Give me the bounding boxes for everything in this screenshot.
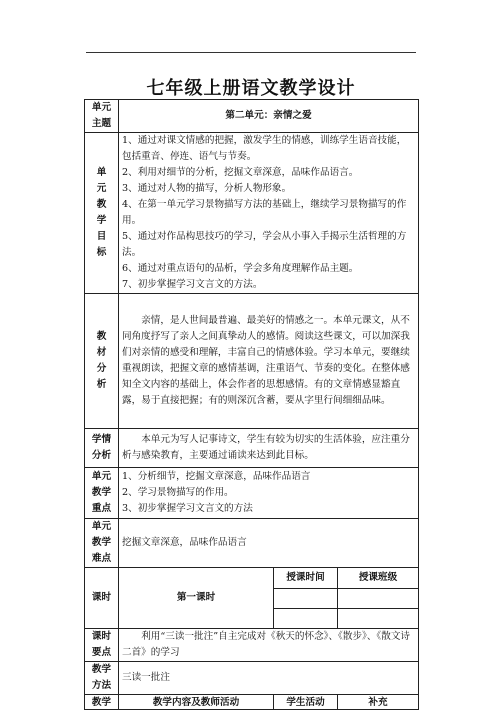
process-col-label: 教学	[85, 695, 119, 710]
unit-difficulties-row	[85, 519, 419, 568]
teaching-process-header-row	[85, 695, 419, 710]
process-col-student: 学生活动	[274, 695, 338, 710]
top-rule	[86, 52, 416, 53]
goal-item: 2、利用对细节的分析，挖掘文章深意，品味作品语言。	[122, 167, 359, 178]
lesson-plan-table	[84, 99, 419, 710]
lesson-class-cell	[338, 589, 419, 609]
unit-goals-content	[119, 133, 419, 294]
label-char: 教	[96, 199, 107, 210]
teaching-method-value: 三读一批注	[119, 662, 419, 695]
lesson-key-points-text: 利用“三读一批注”自主完成对《秋天的怀念》、《散步》、《散文诗二首》的学习	[119, 629, 419, 662]
lesson-time-cell	[274, 609, 338, 629]
label-char: 材	[96, 347, 107, 358]
goal-item: 7、初步掌握学习文言文的方法。	[122, 279, 263, 290]
label-char: 教	[96, 331, 107, 342]
learner-analysis-row	[85, 429, 419, 468]
lesson-class-cell	[338, 609, 419, 629]
teaching-method-label: 教学 方法	[85, 662, 119, 695]
material-analysis-row	[85, 294, 419, 429]
label-char: 标	[96, 247, 107, 258]
lesson-key-points-label: 课时 要点	[85, 629, 119, 662]
unit-difficulties-value: 挖掘文章深意，品味作品语言	[119, 519, 419, 568]
unit-topic-row	[85, 100, 419, 133]
lesson-key-points-row	[85, 629, 419, 662]
learner-analysis-label: 学情 分析	[85, 429, 119, 468]
unit-key-points-label: 单元 教学 重点	[85, 468, 119, 519]
document-title: 七年级上册语文教学设计	[146, 78, 356, 99]
unit-topic-label: 单元 主题	[85, 100, 119, 133]
lesson-value: 第一课时	[119, 568, 274, 629]
label-char: 目	[96, 231, 107, 242]
learner-analysis-text: 本单元为写人记事诗文，学生有较为切实的生活体验，应注重分析与感染教育，主要通过诵读来达到此目标。	[119, 429, 419, 468]
unit-goals-row	[85, 133, 419, 294]
lesson-time-header: 授课时间	[274, 568, 338, 589]
process-col-content: 教学内容及教师活动	[119, 695, 274, 710]
goal-item: 1、通过对课文情感的把握，激发学生的情感，训练学生语音技能，包括重音、停连、语气与节奏。	[122, 135, 407, 162]
unit-difficulties-label: 单元 教学 难点	[85, 519, 119, 568]
unit-goals-label	[85, 133, 119, 294]
label-char: 分	[96, 363, 107, 374]
lesson-time-cell	[274, 589, 338, 609]
label-char: 元	[96, 183, 107, 194]
lesson-label: 课时	[85, 568, 119, 629]
material-analysis-label	[85, 294, 119, 429]
unit-topic-value: 第二单元：亲情之爱	[119, 100, 419, 133]
label-char: 学	[96, 215, 107, 226]
goal-item: 5、通过对作品构思技巧的学习，学会从小事入手揭示生活哲理的方法。	[122, 231, 407, 258]
key-point-item: 2、学习景物描写的作用。	[122, 487, 234, 498]
unit-key-points-content	[119, 468, 419, 519]
material-analysis-text: 亲情，是人世间最普遍、最美好的情感之一。本单元课文，从不同角度抒写了亲人之间真挚动人的感情。阅读这些课文，可以加深我们对亲情的感受和理解，丰富自己的情感体验。学习本单元，要继续重视朗读，把握文章的感情基调，注重语气、节奏的变化。在整体感知全文内容的基础上，体会作者的思想感情。有的文章情感显豁直露，易于直接把握；有的则深沉含蓄，要从字里行间细细品味。	[119, 294, 419, 429]
process-col-supplement: 补充	[338, 695, 419, 710]
label-char: 析	[96, 379, 107, 390]
goal-item: 4、在第一单元学习景物描写方法的基础上，继续学习景物描写的作用。	[122, 199, 407, 226]
teaching-method-row	[85, 662, 419, 695]
key-point-item: 1、分析细节，挖掘文章深意，品味作品语言	[122, 471, 311, 482]
goal-item: 3、通过对人物的描写，分析人物形象。	[122, 183, 292, 194]
lesson-class-header: 授课班级	[338, 568, 419, 589]
unit-key-points-row	[85, 468, 419, 519]
label-char: 单	[96, 167, 107, 178]
key-point-item: 3、初步掌握学习文言文的方法	[122, 503, 253, 514]
lesson-row-top	[85, 568, 419, 589]
goal-item: 6、通过对重点语句的品析，学会多角度理解作品主题。	[122, 263, 359, 274]
